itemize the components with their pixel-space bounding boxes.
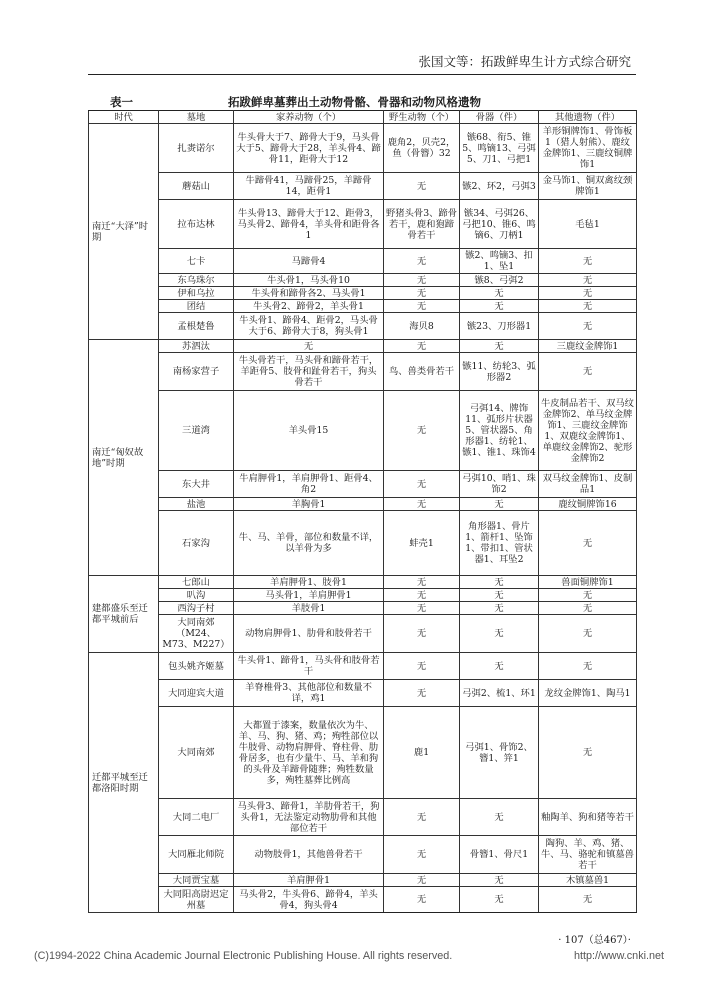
site-cell: 苏泗汰 xyxy=(159,340,234,353)
domestic-cell: 羊胸骨1 xyxy=(234,498,384,511)
table-row xyxy=(89,353,637,391)
table-row xyxy=(89,498,637,511)
bone-cell: 无 xyxy=(460,287,539,300)
other-cell: 无 xyxy=(539,653,637,680)
site-cell: 大同阳高尉迟定州墓 xyxy=(159,887,234,913)
site-cell: 大同南郊 xyxy=(159,707,234,799)
table-row xyxy=(89,391,637,471)
domestic-cell: 羊头骨15 xyxy=(234,391,384,471)
column-header: 家养动物（个） xyxy=(234,111,384,124)
site-cell: 扎赉诺尔 xyxy=(159,124,234,173)
other-cell: 三鹿纹金牌饰1 xyxy=(539,340,637,353)
domestic-cell: 牛头骨1、蹄骨4、距骨2，马头骨大于6、蹄骨大于8，狗头骨1 xyxy=(234,313,384,340)
table-row xyxy=(89,173,637,200)
site-cell: 大同迎宾大道 xyxy=(159,680,234,707)
bone-cell: 镞34、弓弭26、弓把10、锥6、鸣镝6、刀柄1 xyxy=(460,200,539,249)
period-cell: 南迁“大泽”时期 xyxy=(89,124,159,340)
domestic-cell: 牛头骨1、蹄骨1，马头骨和肢骨若干 xyxy=(234,653,384,680)
column-header: 骨器（件） xyxy=(460,111,539,124)
bone-cell: 弓弭10、哨1、珠饰2 xyxy=(460,471,539,498)
table-row xyxy=(89,799,637,836)
wild-cell: 无 xyxy=(384,799,460,836)
table-row xyxy=(89,680,637,707)
data-table xyxy=(88,110,637,913)
other-cell: 牛皮制品若干、双马纹金牌饰2、单马纹金牌饰1、三鹿纹金牌饰1、双鹿纹金牌饰1、单鹿纹金牌饰2、驼形金牌饰2 xyxy=(539,391,637,471)
site-cell: 七郎山 xyxy=(159,576,234,589)
running-title: 张国文等：拓跋鲜卑生计方式综合研究 xyxy=(418,54,631,69)
domestic-cell: 羊肢骨1 xyxy=(234,602,384,615)
wild-cell: 无 xyxy=(384,340,460,353)
wild-cell: 无 xyxy=(384,173,460,200)
domestic-cell: 马蹄骨4 xyxy=(234,249,384,274)
other-cell: 无 xyxy=(539,313,637,340)
copyright-text: (C)1994-2022 China Academic Journal Electronic Publishing House. All rights reserved. xyxy=(34,950,453,962)
other-cell: 羊形铜牌饰1、骨饰板1（猎人射熊）、鹿纹金牌饰1、三鹿纹铜牌饰1 xyxy=(539,124,637,173)
wild-cell: 无 xyxy=(384,274,460,287)
bone-cell: 镞23、刀形器1 xyxy=(460,313,539,340)
bone-cell: 镞2、环2，弓弭3 xyxy=(460,173,539,200)
other-cell: 双马纹金牌饰1、皮制品1 xyxy=(539,471,637,498)
period-cell: 建都盛乐至迁都平城前后 xyxy=(89,576,159,653)
column-header: 墓地 xyxy=(159,111,234,124)
domestic-cell: 羊脊椎骨3、其他部位和数量不详，鸡1 xyxy=(234,680,384,707)
table-row xyxy=(89,471,637,498)
domestic-cell: 动物肩胛骨1、肋骨和肢骨若干 xyxy=(234,615,384,653)
other-cell: 无 xyxy=(539,887,637,913)
table-row xyxy=(89,874,637,887)
wild-cell: 无 xyxy=(384,287,460,300)
other-cell: 木镇墓兽1 xyxy=(539,874,637,887)
table-row xyxy=(89,887,637,913)
domestic-cell: 牛头骨2、蹄骨2，羊头骨1 xyxy=(234,300,384,313)
other-cell: 无 xyxy=(539,353,637,391)
bone-cell: 无 xyxy=(460,799,539,836)
domestic-cell: 大都置于漆案，数量依次为牛、羊、马、狗、猪、鸡；殉牲部位以牛肢骨、动物肩胛骨、脊柱骨、肋骨居多，也有少量牛、马、羊和狗的头骨及羊蹄骨随葬；殉牲数量多，殉牲墓葬比例高 xyxy=(234,707,384,799)
wild-cell: 无 xyxy=(384,836,460,874)
domestic-cell: 马头骨3、蹄骨1，羊肋骨若干，狗头骨1，无法鉴定动物肋骨和其他部位若干 xyxy=(234,799,384,836)
other-cell: 釉陶羊、狗和猪等若干 xyxy=(539,799,637,836)
bone-cell: 无 xyxy=(460,589,539,602)
site-cell: 盐池 xyxy=(159,498,234,511)
other-cell: 无 xyxy=(539,287,637,300)
table-row xyxy=(89,707,637,799)
domestic-cell: 羊肩胛骨1 xyxy=(234,874,384,887)
table-label: 表一 xyxy=(110,95,133,109)
bone-cell: 无 xyxy=(460,615,539,653)
bone-cell: 角形器1、骨片1、箭杆1、坠饰1、带扣1、管状器1、耳坠2 xyxy=(460,511,539,576)
table-row xyxy=(89,300,637,313)
bone-cell: 无 xyxy=(460,300,539,313)
domestic-cell: 马头骨1，羊肩胛骨1 xyxy=(234,589,384,602)
bone-cell: 镞11、纺轮3、弧形器2 xyxy=(460,353,539,391)
wild-cell: 无 xyxy=(384,300,460,313)
site-cell: 东乌珠尔 xyxy=(159,274,234,287)
table-row xyxy=(89,124,637,173)
table-row xyxy=(89,249,637,274)
bone-cell: 弓弭2、梳1、环1 xyxy=(460,680,539,707)
wild-cell: 野猪头骨3、蹄骨若干，鹿和狍蹄骨若干 xyxy=(384,200,460,249)
wild-cell: 无 xyxy=(384,874,460,887)
table-row xyxy=(89,836,637,874)
column-header: 时代 xyxy=(89,111,159,124)
bone-cell: 镞2、鸣镝3、扣1、坠1 xyxy=(460,249,539,274)
wild-cell: 无 xyxy=(384,471,460,498)
domestic-cell: 牛头骨大于7、蹄骨大于9，马头骨大于5、蹄骨大于28，羊头骨4、蹄骨11，距骨大于12 xyxy=(234,124,384,173)
wild-cell: 鹿1 xyxy=(384,707,460,799)
bone-cell: 无 xyxy=(460,498,539,511)
site-cell: 石家沟 xyxy=(159,511,234,576)
domestic-cell: 无 xyxy=(234,340,384,353)
other-cell: 无 xyxy=(539,615,637,653)
table-header-row xyxy=(89,111,637,124)
table-row xyxy=(89,511,637,576)
table-row xyxy=(89,576,637,589)
footer xyxy=(34,950,684,962)
site-cell: 团结 xyxy=(159,300,234,313)
other-cell: 毛毡1 xyxy=(539,200,637,249)
site-cell: 三道湾 xyxy=(159,391,234,471)
site-cell: 包头姚齐姬墓 xyxy=(159,653,234,680)
wild-cell: 无 xyxy=(384,498,460,511)
other-cell: 无 xyxy=(539,602,637,615)
other-cell: 陶狗、羊、鸡、猪、牛、马、骆驼和镇墓兽若干 xyxy=(539,836,637,874)
other-cell: 无 xyxy=(539,707,637,799)
wild-cell: 无 xyxy=(384,589,460,602)
other-cell: 无 xyxy=(539,589,637,602)
period-cell: 迁都平城至迁都洛阳时期 xyxy=(89,653,159,913)
other-cell: 无 xyxy=(539,300,637,313)
bone-cell: 无 xyxy=(460,887,539,913)
bone-cell: 无 xyxy=(460,340,539,353)
domestic-cell: 牛、马、羊骨，部位和数量不详，以羊骨为多 xyxy=(234,511,384,576)
table-row xyxy=(89,274,637,287)
bone-cell: 骨簪1、骨尺1 xyxy=(460,836,539,874)
other-cell: 龙纹金牌饰1、陶马1 xyxy=(539,680,637,707)
site-cell: 东大井 xyxy=(159,471,234,498)
table-row xyxy=(89,200,637,249)
wild-cell: 无 xyxy=(384,576,460,589)
wild-cell: 无 xyxy=(384,680,460,707)
domestic-cell: 动物肢骨1，其他兽骨若干 xyxy=(234,836,384,874)
table-row xyxy=(89,615,637,653)
table-row xyxy=(89,589,637,602)
site-cell: 伊和乌拉 xyxy=(159,287,234,300)
header-rule xyxy=(88,74,636,75)
bone-cell: 镞68、衔5、锥5、鸣镝13、弓弭5、刀1、弓把1 xyxy=(460,124,539,173)
wild-cell: 无 xyxy=(384,602,460,615)
bone-cell: 弓弭1、骨饰2、簪1、笄1 xyxy=(460,707,539,799)
site-cell: 大同雁北师院 xyxy=(159,836,234,874)
column-header: 其他遗物（件） xyxy=(539,111,637,124)
domestic-cell: 牛头骨若干，马头骨和蹄骨若干，羊距骨5、肢骨和趾骨若干，狗头骨若干 xyxy=(234,353,384,391)
bone-cell: 无 xyxy=(460,576,539,589)
other-cell: 鹿纹铜牌饰16 xyxy=(539,498,637,511)
bone-cell: 镞8、弓弭2 xyxy=(460,274,539,287)
bone-cell: 无 xyxy=(460,602,539,615)
wild-cell: 无 xyxy=(384,615,460,653)
other-cell: 金马饰1、铜双禽纹颈牌饰1 xyxy=(539,173,637,200)
table-title: 拓跋鲜卑墓葬出土动物骨骼、骨器和动物风格遗物 xyxy=(228,95,481,109)
domestic-cell: 牛头骨13、蹄骨大于12、距骨3，马头骨2、蹄骨4，羊头骨和距骨各1 xyxy=(234,200,384,249)
other-cell: 无 xyxy=(539,249,637,274)
domestic-cell: 牛肩胛骨1，羊肩胛骨1、距骨4、角2 xyxy=(234,471,384,498)
wild-cell: 海贝8 xyxy=(384,313,460,340)
bone-cell: 无 xyxy=(460,653,539,680)
domestic-cell: 牛蹄骨41，马蹄骨25，羊蹄骨14，距骨1 xyxy=(234,173,384,200)
site-cell: 大同南郊（M24、M73、M227） xyxy=(159,615,234,653)
table-row xyxy=(89,287,637,300)
site-cell: 七卡 xyxy=(159,249,234,274)
wild-cell: 无 xyxy=(384,653,460,680)
site-cell: 孟根楚鲁 xyxy=(159,313,234,340)
site-cell: 叭沟 xyxy=(159,589,234,602)
site-cell: 大同二电厂 xyxy=(159,799,234,836)
wild-cell: 鸟、兽类骨若干 xyxy=(384,353,460,391)
bone-cell: 无 xyxy=(460,874,539,887)
domestic-cell: 马头骨2，牛头骨6、蹄骨4，羊头骨4，狗头骨4 xyxy=(234,887,384,913)
wild-cell: 无 xyxy=(384,887,460,913)
table-row xyxy=(89,340,637,353)
footer-link[interactable]: http://www.cnki.net xyxy=(573,950,664,962)
table-row xyxy=(89,653,637,680)
bone-cell: 弓弭14、牌饰11、弧形片状器5、管状器5、角形器1、纺轮1、镞1、锥1、珠饰4 xyxy=(460,391,539,471)
domestic-cell: 牛头骨和蹄骨各2、马头骨1 xyxy=(234,287,384,300)
site-cell: 南杨家营子 xyxy=(159,353,234,391)
column-header: 野生动物（个） xyxy=(384,111,460,124)
other-cell: 兽面铜牌饰1 xyxy=(539,576,637,589)
table-body xyxy=(89,124,637,913)
wild-cell: 无 xyxy=(384,391,460,471)
other-cell: 无 xyxy=(539,511,637,576)
wild-cell: 鹿角2，贝壳2，鱼（骨簪）32 xyxy=(384,124,460,173)
site-cell: 大同贾宝墓 xyxy=(159,874,234,887)
site-cell: 西沟子村 xyxy=(159,602,234,615)
wild-cell: 蚌壳1 xyxy=(384,511,460,576)
other-cell: 无 xyxy=(539,274,637,287)
table-row xyxy=(89,313,637,340)
table-row xyxy=(89,602,637,615)
period-cell: 南迁“匈奴故地”时期 xyxy=(89,340,159,576)
page-number: · 107（总467）· xyxy=(558,935,631,946)
wild-cell: 无 xyxy=(384,249,460,274)
site-cell: 拉布达林 xyxy=(159,200,234,249)
site-cell: 蘑菇山 xyxy=(159,173,234,200)
domestic-cell: 羊肩胛骨1、肢骨1 xyxy=(234,576,384,589)
domestic-cell: 牛头骨1，马头骨10 xyxy=(234,274,384,287)
